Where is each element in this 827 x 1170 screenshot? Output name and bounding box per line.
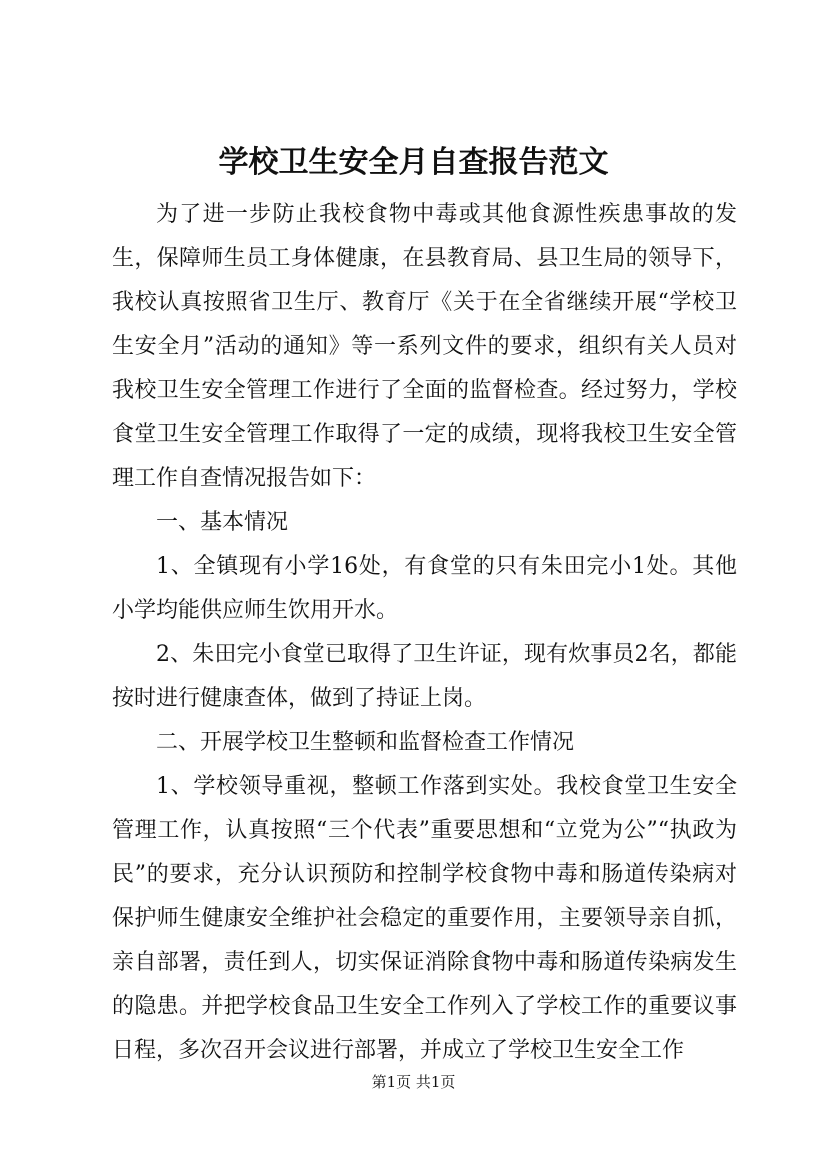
section-heading-inspection-work: 二、开展学校卫生整顿和监督检查工作情况 (156, 730, 575, 755)
document-title: 学校卫生安全月自查报告范文 (218, 145, 609, 180)
paragraph-intro: 为了进一步防止我校食物中毒或其他食源性疾患事故的发生，保障师生员工身体健康，在县教育局、县卫生局的领导下，我校认真按照省卫生厅、教育厅《关于在全省继续开展“学校卫生安全月”活动的通知》等一系列文件的要求，组织有关人员对我校卫生安全管理工作进行了全面的监督检查。经过努力，学校食堂卫生安全管理工作取得了一定的成绩，现将我校卫生安全管理工作自查情况报告如下： (112, 202, 737, 491)
paragraph-basic-1: 1、全镇现有小学16处，有食堂的只有朱田完小1处。其他小学均能供应师生饮用开水。 (112, 554, 737, 623)
paragraph-basic-2: 2、朱田完小食堂已取得了卫生许证，现有炊事员2名，都能按时进行健康查体，做到了持证上岗。 (112, 642, 737, 711)
section-heading-basic-situation: 一、基本情况 (156, 510, 289, 535)
document-body (112, 193, 737, 1073)
page-footer: 第1页 共1页 (371, 1073, 456, 1091)
paragraph-inspection-1: 1、学校领导重视，整顿工作落到实处。我校食堂卫生安全管理工作，认真按照“三个代表”重要思想和“立党为公”“执政为民”的要求，充分认识预防和控制学校食物中毒和肠道传染病对保护师生健康安全维护社会稳定的重要作用，主要领导亲自抓，亲自部署，责任到人，切实保证消除食物中毒和肠道传染病发生的隐患。并把学校食品卫生安全工作列入了学校工作的重要议事日程，多次召开会议进行部署，并成立了学校卫生安全工作 (112, 774, 737, 1063)
